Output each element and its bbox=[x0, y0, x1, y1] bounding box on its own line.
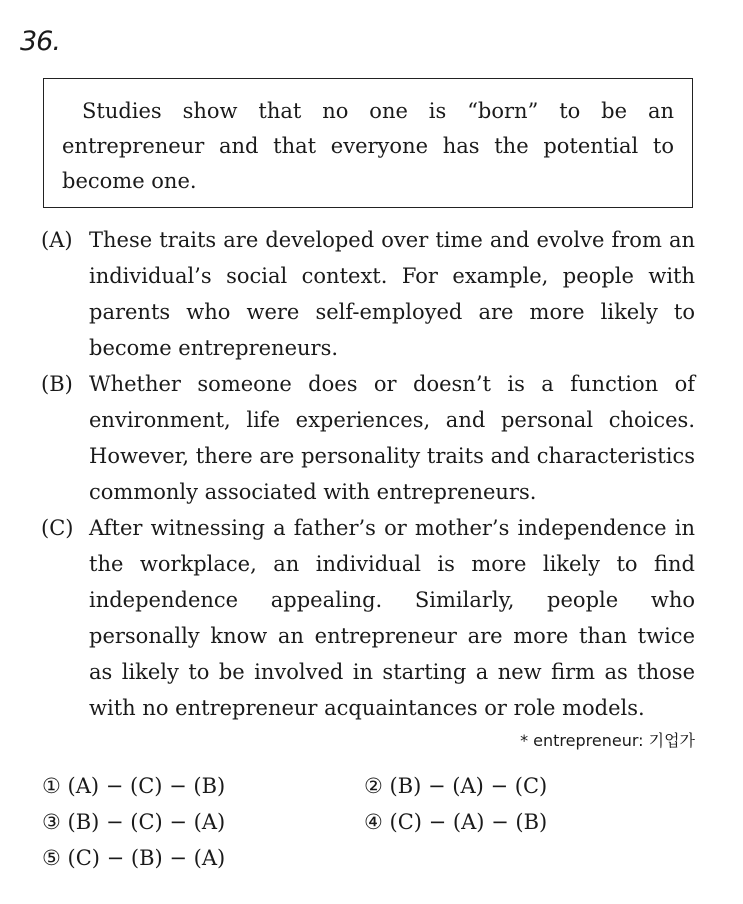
given-sentence-box bbox=[43, 78, 693, 208]
paragraph-b bbox=[41, 366, 695, 510]
paragraph-c bbox=[41, 510, 695, 726]
paragraph-label: (A) bbox=[41, 228, 73, 252]
choice-1[interactable]: ① (A) − (C) − (B) bbox=[42, 774, 226, 798]
paragraph-label: (B) bbox=[41, 372, 73, 396]
question-number: 36. bbox=[20, 26, 60, 57]
footnote: * entrepreneur: 기업가 bbox=[520, 731, 695, 750]
paragraph-text: These traits are developed over time and evolve from an individual’s social context. For example, people with parents who were self-employed are more likely to become entrepreneurs. bbox=[89, 228, 695, 360]
paragraph-text: Whether someone does or doesn’t is a function of environment, life experiences, and personal choices. However, there are personality traits and characteristics commonly associated with entrepreneurs. bbox=[89, 372, 695, 504]
choice-4[interactable]: ④ (C) − (A) − (B) bbox=[364, 810, 548, 834]
choice-3[interactable]: ③ (B) − (C) − (A) bbox=[42, 810, 226, 834]
paragraph-a bbox=[41, 222, 695, 366]
choice-5[interactable]: ⑤ (C) − (B) − (A) bbox=[42, 846, 226, 870]
choice-2[interactable]: ② (B) − (A) − (C) bbox=[364, 774, 548, 798]
paragraph-text: After witnessing a father’s or mother’s independence in the workplace, an individual is more likely to find independence appealing. Similarly, people who personally know an entrepreneur are more than twice as likely to be involved in starting a new firm as those with no entrepreneur acquaintances or role models. bbox=[89, 516, 695, 720]
given-sentence: Studies show that no one is “born” to be an entrepreneur and that everyone has the potential to become one. bbox=[62, 99, 674, 193]
paragraph-label: (C) bbox=[41, 516, 74, 540]
